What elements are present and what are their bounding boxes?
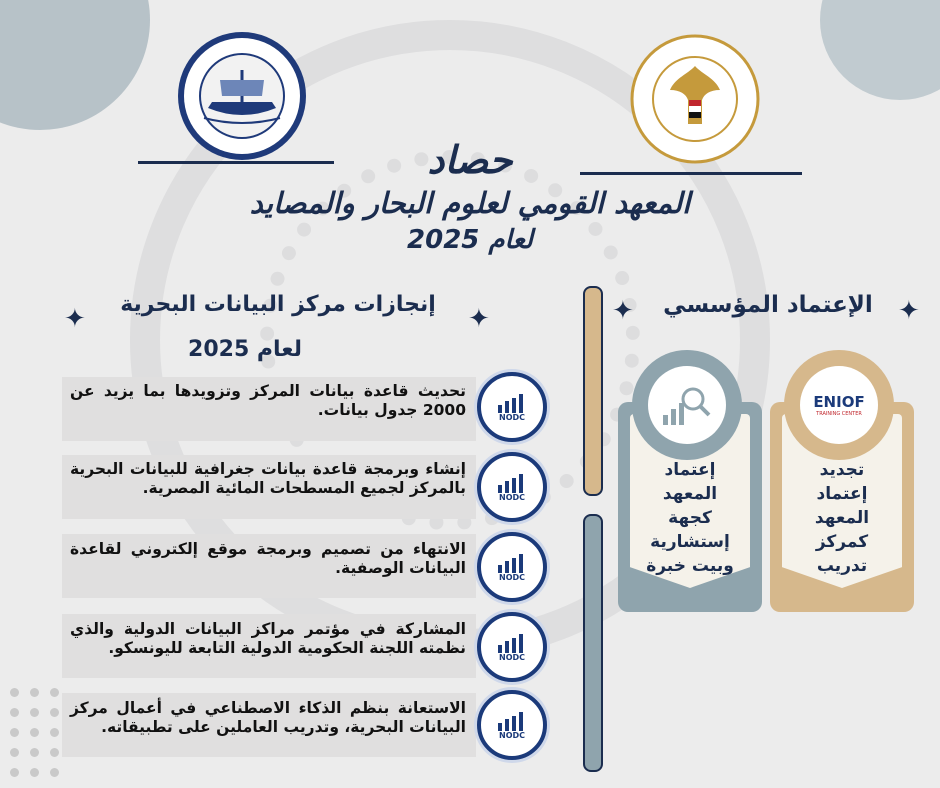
sparkle-icon-right-2: ✦ (898, 296, 920, 326)
card-text-consulting: إعتماد المعهد كجهة إستشارية وبيت خبرة (646, 460, 734, 576)
eniof-logo-icon (800, 366, 878, 444)
achievement-text: إنشاء وبرمجة قاعدة بيانات جغرافية للبيانات البحرية بالمركز لجميع المسطحات المائية المصرية. (70, 460, 466, 497)
bar-chart-icon (497, 553, 527, 573)
achievement-text: المشاركة في مؤتمر مراكز البيانات الدولية والذي نظمته اللجنة الحكومية الدولية التابعة لليونسكو. (70, 620, 466, 657)
niof-seal-icon (176, 30, 308, 162)
bar-chart-icon (497, 711, 527, 731)
nodc-label: NODC (499, 412, 526, 422)
bar-chart-icon (497, 393, 527, 413)
nodc-label: NODC (499, 572, 526, 582)
nodc-label: NODC (499, 652, 526, 662)
nodc-badge-icon (477, 532, 547, 602)
header-line-right (580, 172, 802, 175)
bg-corner-shape-top-left (0, 0, 150, 130)
sparkle-icon-right: ✦ (468, 304, 490, 334)
card-text-training: تجديد إعتماد المعهد كمركز تدريب (814, 460, 870, 576)
nodc-badge-icon (477, 690, 547, 760)
achievement-text: الاستعانة بنظم الذكاء الاصطناعي في أعمال مركز البيانات البحرية، وتدريب العاملين على تطبيقاته. (70, 699, 466, 736)
timeline-bar-gold (583, 286, 603, 496)
accreditation-title: الإعتماد المؤسسي (663, 292, 873, 318)
sparkle-icon-left: ✦ (64, 304, 86, 334)
header-title-harvest: حصاد (427, 138, 513, 182)
eniof-logo-sub: TRAINING CENTER (816, 411, 862, 417)
achievement-text: الانتهاء من تصميم وبرمجة موقع إلكتروني لقاعدة البيانات الوصفية. (70, 540, 466, 577)
ministry-logo (630, 34, 760, 164)
achievements-year: لعام 2025 (188, 337, 302, 362)
timeline-bar-slate (583, 514, 603, 772)
nodc-badge-icon (477, 452, 547, 522)
nodc-badge-icon (477, 372, 547, 442)
achievement-text: تحديث قاعدة بيانات المركز وتزويدها بما يزيد عن 2000 جدول بيانات. (70, 382, 466, 419)
nodc-label: NODC (499, 730, 526, 740)
sparkle-icon-left-2: ✦ (612, 296, 634, 326)
header-title-institute: المعهد القومي لعلوم البحار والمصايد (249, 186, 691, 220)
ministry-eagle-seal-icon (630, 34, 760, 164)
achievements-title: إنجازات مركز البيانات البحرية (120, 292, 436, 317)
bg-corner-shape-top-right (820, 0, 940, 100)
header-line-left (138, 161, 334, 164)
eniof-logo-text: ENIOF (813, 393, 865, 411)
nodc-badge-icon (477, 612, 547, 682)
bar-chart-icon (497, 473, 527, 493)
chart-magnifier-icon (648, 366, 726, 444)
niof-logo (176, 30, 308, 162)
nodc-label: NODC (499, 492, 526, 502)
header-title-year: لعام 2025 (407, 225, 533, 255)
chart-magnifier-glyph (661, 383, 713, 427)
bar-chart-icon (497, 633, 527, 653)
